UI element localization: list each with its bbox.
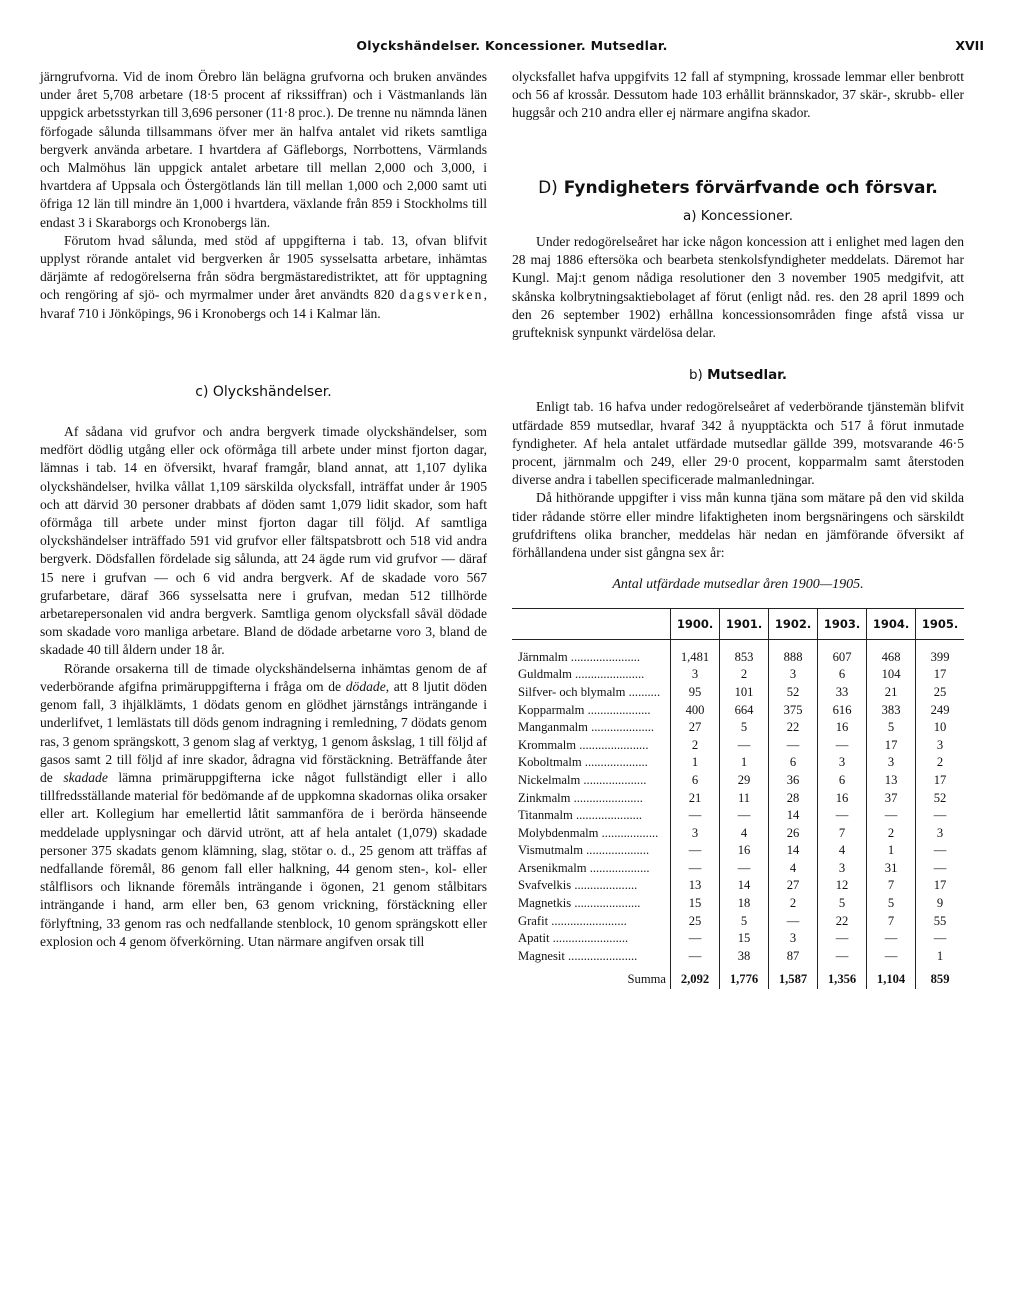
table-cell: 13 (671, 877, 720, 895)
table-cell: 13 (867, 772, 916, 790)
table-cell: 17 (867, 736, 916, 754)
table-cell: 5 (867, 895, 916, 913)
table-cell: 2 (671, 736, 720, 754)
sum-cell: 1,356 (818, 965, 867, 989)
row-label: Zinkmalm ...................... (518, 790, 643, 805)
table-cell: 1,481 (671, 640, 720, 666)
sum-cell: 1,587 (769, 965, 818, 989)
table-row (512, 736, 964, 754)
table-cell: 15 (720, 930, 769, 948)
header-blank-cell (512, 609, 671, 640)
table-cell: 12 (818, 877, 867, 895)
table-cell: 29 (720, 772, 769, 790)
table-cell: 7 (867, 877, 916, 895)
table-cell: — (867, 807, 916, 825)
table-cell: 3 (769, 930, 818, 948)
row-label: Magnetkis ..................... (518, 896, 641, 911)
section-d-prefix: D) (538, 177, 558, 198)
table-cell: — (916, 860, 964, 878)
table-cell: — (720, 807, 769, 825)
table-cell: 9 (916, 895, 964, 913)
sum-cell: 2,092 (671, 965, 720, 989)
table-cell: — (671, 842, 720, 860)
table-cell: 16 (818, 789, 867, 807)
table-cell: — (867, 948, 916, 966)
sum-cell: 859 (916, 965, 964, 989)
table-cell: 28 (769, 789, 818, 807)
text-span: , hvaraf 710 i Jönköpings, 96 i Kronobergs och 14 i Kalmar län. (40, 287, 487, 321)
row-label: Svafvelkis .................... (518, 878, 638, 893)
table-cell: 55 (916, 912, 964, 930)
table-cell: 7 (867, 912, 916, 930)
row-label: Nickelmalm .................... (518, 772, 647, 787)
running-header (0, 38, 1024, 58)
table-caption: Antal utfärdade mutsedlar åren 1900—1905. (612, 577, 864, 593)
table-cell: — (769, 736, 818, 754)
left-paragraph-3: Af sådana vid grufvor och andra bergverk timade olyckshändelser, som medfört dödlig utgång eller ock oförmåga till arbete under minst fjorton dagar, lämnas i tab. 14 en öfversikt, hvaraf framgår, bland annat, att 1,107 dylika olyckshändelser, hvilka vållat 1,109 särskilda olycksfall, inträffat under år 1905 och att därvid 30 personer drabbats af döden samt 1,079 lidit skador, som haft oförmåga till arbete under minst fjorton dagar till följd. Af samtliga olyckshändelser inträffado 591 vid grufvor eller fältspatsbrott och 518 vid andra bergverk. Dödsfallen fördelade sig sålunda, att 24 ägde rum vid grufvor — däraf 15 nere i grufvan — och 6 vid andra bergverk. Af de skadade voro 567 grufarbetare, däraf 366 sysselsatta nere i grufvan, medan 512 tillhörde arbetarepersonalen vid andra bergverk. Samtliga genom olycksfall såväl dödade som skadade voro manliga arbetare. Bland de dödade arbetarne voro 3, bland de skadade 40 till åldern under 18 år. (40, 424, 487, 658)
table-cell: — (916, 807, 964, 825)
sum-label: Summa (627, 972, 666, 987)
table-cell: 21 (671, 789, 720, 807)
left-paragraph-1: järngrufvorna. Vid de inom Örebro län belägna grufvorna och bruken användes under året 5,708 arbetare (18·5 procent af rikssiffran) och i Västmanlands län uppgick arbetsstyrkan till 3,696 personer (11·8 proc.). De trenne nu nämnda länen förfogade sålunda tillsammans öfver mer än halfva antalet vid rikets samtliga bergverk använda arbetare. I hvartdera af Gäfleborgs, Norrbottens, Värmlands och Malmöhus län uppgick antalet arbetare till mellan 2,000 och 3,000, i hvartdera af Uppsala och Östergötlands län till mellan 1,000 och 2,000 samt uti öfriga 12 län till mindre än 1,000 i hvartdera, växlande från 859 i Stockholms till endast 3 i Skaraborgs och Kronobergs län. (40, 69, 487, 230)
table-cell: 22 (818, 912, 867, 930)
table-body (512, 640, 964, 989)
year-header: 1902. (769, 609, 818, 640)
table-cell: 383 (867, 701, 916, 719)
table-cell: 101 (720, 684, 769, 702)
table-cell: 26 (769, 824, 818, 842)
table-cell: — (720, 736, 769, 754)
sub-b-prefix: b) (688, 367, 703, 384)
table-row (512, 895, 964, 913)
table-cell: 888 (769, 640, 818, 666)
table-cell: — (818, 948, 867, 966)
table-cell: 3 (671, 824, 720, 842)
table-cell: — (818, 807, 867, 825)
text-span: lämna primäruppgifterna icke något fullständigt eller i allo tillfredsställande material för bedömande af de uppkomna skadornas olika orsaker eller art. Kollegium har emellertid låtit sammanföra de i berörda hänseende meddelade upplysningar och därvid utrönt, att af hela antalet (1,079) skadade personer 375 skadats genom klämning, slag, stötar o. d., 25 genom att träffas af nedfallande föremål, 86 genom fall eller halkning, 44 genom sten-, kol- eller stålflisors och liknande föremåls inträngande i ögonen, 21 genom stålbitars inträngande i hand, arm eller ben, 63 genom vrickning, förstäckning eller förlyftning, 33 genom ras och nedfallande stenblock, 10 genom sprängskott eller explosion och 4 genom öfverkörning. Utan närmare angifven orsak till (40, 769, 487, 949)
year-header: 1900. (671, 609, 720, 640)
section-d-title: Fyndigheters förvärfvande och försvar. (563, 177, 938, 198)
row-label: Titanmalm ..................... (518, 808, 643, 823)
sub-b-heading (512, 366, 964, 384)
table-cell: 87 (769, 948, 818, 966)
table-cell: 21 (867, 684, 916, 702)
table-row (512, 772, 964, 790)
table-cell: 3 (867, 754, 916, 772)
table-cell: 5 (867, 719, 916, 737)
table-cell: 17 (916, 666, 964, 684)
row-label: Manganmalm .................... (518, 720, 655, 735)
table-row (512, 666, 964, 684)
table-cell: 2 (720, 666, 769, 684)
table-cell: 33 (818, 684, 867, 702)
emphasis-word: skadade (63, 769, 108, 785)
table-cell: 17 (916, 772, 964, 790)
table-cell: 2 (867, 824, 916, 842)
right-paragraph-1: olycksfallet hafva uppgifvits 12 fall af stympning, krossade lemmar eller benbrott och 56 af krossår. Dessutom hade 103 erhållit brännskador, 37 skär-, skrubb- eller huggsår och 210 andra eller ej närmare angifna skador. (512, 69, 964, 121)
table-cell: 15 (671, 895, 720, 913)
page-number: XVII (955, 38, 984, 53)
year-header: 1905. (916, 609, 964, 640)
table-cell: 3 (818, 754, 867, 772)
table-row (512, 824, 964, 842)
table-cell: 3 (671, 666, 720, 684)
year-header: 1903. (818, 609, 867, 640)
table-cell: 18 (720, 895, 769, 913)
table-cell: 4 (769, 860, 818, 878)
table-cell: 11 (720, 789, 769, 807)
table-cell: 1 (916, 948, 964, 966)
table-cell: — (671, 860, 720, 878)
table-cell: 10 (916, 719, 964, 737)
table-cell: 22 (769, 719, 818, 737)
table-cell: 5 (818, 895, 867, 913)
table-cell: 5 (720, 719, 769, 737)
table-cell: 27 (769, 877, 818, 895)
row-label: Krommalm ...................... (518, 737, 649, 752)
table-row (512, 860, 964, 878)
table-cell: — (720, 860, 769, 878)
table-row (512, 807, 964, 825)
table-row (512, 640, 964, 666)
table-cell: 616 (818, 701, 867, 719)
left-paragraph-4 (40, 660, 487, 951)
header-title: Olyckshändelser. Koncessioner. Mutsedlar. (356, 38, 668, 53)
sum-cell: 1,104 (867, 965, 916, 989)
table-cell: 6 (818, 772, 867, 790)
table-cell: 1 (867, 842, 916, 860)
table-cell: 14 (769, 842, 818, 860)
table-row (512, 701, 964, 719)
emphasis-word: dödade (345, 678, 386, 694)
table-row (512, 719, 964, 737)
row-label: Kopparmalm .................... (518, 702, 651, 717)
table-row (512, 930, 964, 948)
right-paragraph-4: Då hithörande uppgifter i viss mån kunna tjäna som mätare på den vid skilda tider rådande större eller mindre lifaktigheten inom bergsnäringens och särskildt grufdriftens olika brancher, meddelas här nedan en jämförande öfversikt af förhållandena under sist gångna sex år: (512, 490, 964, 561)
year-header: 1904. (867, 609, 916, 640)
row-label: Arsenikmalm ................... (518, 860, 650, 875)
spaced-word: dagsverken (399, 287, 484, 303)
table-cell: 6 (769, 754, 818, 772)
table-cell: 37 (867, 789, 916, 807)
row-label: Guldmalm ...................... (518, 667, 645, 682)
table-cell: 25 (916, 684, 964, 702)
table-row (512, 948, 964, 966)
table-cell: — (818, 736, 867, 754)
sub-a-title: Koncessioner. (700, 207, 794, 224)
table-cell: 2 (769, 895, 818, 913)
table-cell: 2 (916, 754, 964, 772)
table-cell: — (916, 842, 964, 860)
row-label: Magnesit ...................... (518, 948, 638, 963)
table-cell: 104 (867, 666, 916, 684)
table-cell: 16 (818, 719, 867, 737)
section-d-heading (512, 179, 964, 197)
sum-row (512, 965, 964, 989)
sub-a-prefix: a) (682, 207, 697, 224)
table-cell: 16 (720, 842, 769, 860)
row-label: Koboltmalm .................... (518, 755, 648, 770)
table-cell: 14 (769, 807, 818, 825)
row-label: Molybdenmalm .................. (518, 825, 659, 840)
table-cell: 17 (916, 877, 964, 895)
table-cell: 95 (671, 684, 720, 702)
table-cell: 6 (818, 666, 867, 684)
right-column (512, 68, 964, 989)
table-cell: 5 (720, 912, 769, 930)
table-cell: 399 (916, 640, 964, 666)
table-cell: 4 (818, 842, 867, 860)
table-cell: — (916, 930, 964, 948)
mutsedlar-table (512, 608, 964, 988)
table-cell: 38 (720, 948, 769, 966)
right-paragraph-2: Under redogörelseåret har icke någon koncession att i enlighet med lagen den 28 maj 1886 eftersöka och bearbeta stenkolsfyndigheter meddelats. Däremot har Kungl. Maj:t genom nådiga resolutioner den 3 november 1905 medgifvit, att skånska kolbrytningsaktiebolaget af förut (enligt nåd. res. den 28 april 1899 och den 26 september 1902) erhållna koncessionsområden finge afstå vissa ur grufteknisk synpunkt värdelösa delar. (512, 234, 964, 341)
table-row (512, 842, 964, 860)
table-cell: 249 (916, 701, 964, 719)
table-cell: — (769, 912, 818, 930)
row-label: Silfver- och blymalm .......... (518, 684, 661, 699)
table-cell: 27 (671, 719, 720, 737)
table-cell: 3 (916, 736, 964, 754)
row-label: Apatit ........................ (518, 931, 629, 946)
sum-cell: 1,776 (720, 965, 769, 989)
table-cell: 375 (769, 701, 818, 719)
sub-a-heading (512, 207, 964, 225)
table-row (512, 877, 964, 895)
right-paragraph-3: Enligt tab. 16 hafva under redogörelseåret af vederbörande tjänstemän blifvit utfärdade 859 mutsedlar, hvaraf 342 å nyupptäckta och 517 å förut inmutade fyndigheter. Af hela antalet utfärdade mutsedlar gällde 399, motsvarande 46·5 procent, järnmalm och 249, eller 29·0 procent, kopparmalm samt återstoden diverse andra i tabellen specificerade malmanledningar. (512, 399, 964, 488)
table-cell: 1 (671, 754, 720, 772)
row-label: Vismutmalm .................... (518, 843, 650, 858)
table-cell: 7 (818, 824, 867, 842)
table-cell: 400 (671, 701, 720, 719)
table-cell: 14 (720, 877, 769, 895)
table-cell: 607 (818, 640, 867, 666)
table-row (512, 789, 964, 807)
table-row (512, 684, 964, 702)
table-cell: 52 (916, 789, 964, 807)
table-cell: — (671, 930, 720, 948)
table-cell: 6 (671, 772, 720, 790)
sub-b-title: Mutsedlar. (707, 367, 788, 384)
table-cell: 25 (671, 912, 720, 930)
table-cell: 3 (769, 666, 818, 684)
table-cell: 4 (720, 824, 769, 842)
table-header-row (512, 609, 964, 640)
table-cell: 3 (818, 860, 867, 878)
table-cell: 468 (867, 640, 916, 666)
table-cell: 664 (720, 701, 769, 719)
row-label: Grafit ........................ (518, 913, 627, 928)
table-cell: — (671, 807, 720, 825)
table-cell: 36 (769, 772, 818, 790)
table-cell: 31 (867, 860, 916, 878)
text-span: Rörande orsakerna till de timade olyckshändelserna inhämtas genom de af vederbörande afgifna primäruppgifterna i fråga om de (40, 660, 487, 694)
left-column (40, 68, 487, 951)
row-label: Järnmalm ...................... (518, 649, 641, 664)
year-header: 1901. (720, 609, 769, 640)
text-span: , att 8 ljutit döden genom fall, 3 ihjälklämts, 1 dödats genom en glödhet järnstångs inträngande i underlifvet, 1 lemlästats till döds genom indragning i remledning, 7 dödats genom ras, 3 genom sprängskott, 3 genom slag af verktyg, 1 genom åskslag, 1 till följd af gasos samt 2 till följd af inre skador, ådragna vid förstäckning. Beträffande åter de (40, 678, 487, 785)
table-row (512, 754, 964, 772)
table-row (512, 912, 964, 930)
table-cell: — (867, 930, 916, 948)
table-cell: 3 (916, 824, 964, 842)
table-cell: 1 (720, 754, 769, 772)
section-c-heading: c) Olyckshändelser. (195, 383, 332, 400)
table-cell: — (818, 930, 867, 948)
table-cell: 52 (769, 684, 818, 702)
table-cell: — (671, 948, 720, 966)
text-span: Förutom hvad sålunda, med stöd af uppgifterna i tab. 13, ofvan blifvit upplyst rörande antalet vid bergverken år 1905 sysselsatta arbetare, inhämtas därjämte af redogörelserna från södra bergmästaredistriktet, att för upptagning och rengöring af sjö- och myrmalmer under året användts 820 (40, 232, 487, 303)
table-cell: 853 (720, 640, 769, 666)
left-paragraph-2 (40, 232, 487, 323)
